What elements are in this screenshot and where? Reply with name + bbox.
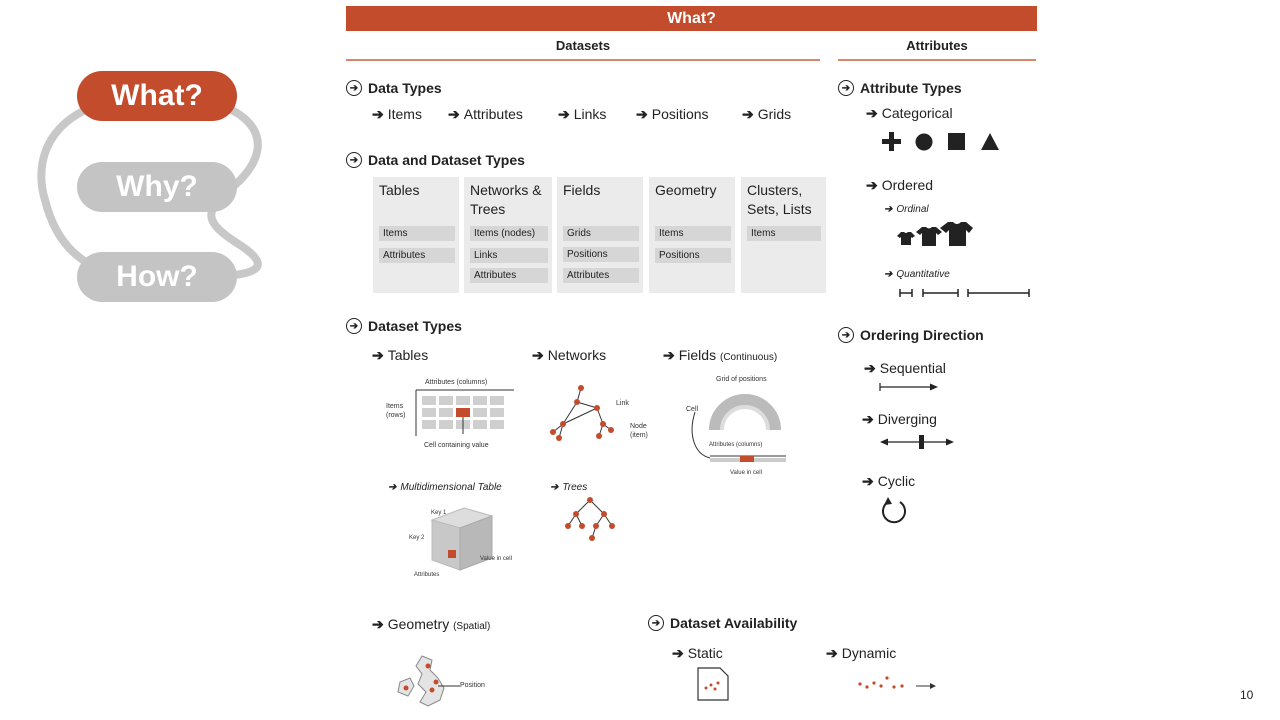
static-file-icon xyxy=(696,666,730,702)
data-type-links xyxy=(558,106,606,123)
nav-how[interactable] xyxy=(77,252,237,302)
dataset-type-fields xyxy=(663,347,777,364)
dt-col-head: Tables xyxy=(379,182,420,198)
dataset-type-tables xyxy=(372,347,428,364)
data-type-label: Positions xyxy=(651,106,709,122)
dataset-type-label: Networks xyxy=(547,347,607,363)
arrow-circle-icon: ➔ xyxy=(346,80,362,96)
attr-categorical-text: Categorical xyxy=(881,105,953,121)
attributes-rule xyxy=(838,59,1036,61)
net-fig-node-label: Node (item) xyxy=(630,423,648,439)
dt-col-head: Fields xyxy=(563,182,601,198)
dt-col-head: Clusters, Sets, Lists xyxy=(747,182,812,217)
table-fig-items-label: Items (rows) xyxy=(386,403,406,419)
field-fig-attributes-label: Attributes (columns) xyxy=(709,442,763,448)
multidim-label xyxy=(388,482,502,493)
dt-item: Attributes xyxy=(379,248,455,263)
ordering-diverging-text: Diverging xyxy=(877,411,937,427)
attr-ordered xyxy=(866,177,933,194)
arrow-icon: ➔ xyxy=(448,106,460,122)
cyclic-arrow-icon xyxy=(878,496,910,526)
arrow-icon: ➔ xyxy=(884,204,893,215)
data-type-attributes xyxy=(448,106,523,123)
dt-col-geometry xyxy=(649,177,735,293)
arrow-circle-icon: ➔ xyxy=(346,318,362,334)
arrow-icon: ➔ xyxy=(864,360,876,376)
dt-col-fields xyxy=(557,177,643,293)
attribute-types-title: Attribute Types xyxy=(860,80,962,96)
dt-item: Grids xyxy=(563,226,639,241)
dataset-type-networks xyxy=(532,347,606,364)
ordering-sequential-text: Sequential xyxy=(879,360,946,376)
availability-dynamic-text: Dynamic xyxy=(841,645,897,661)
arrow-icon: ➔ xyxy=(742,106,754,122)
fields-note: (Continuous) xyxy=(719,352,778,363)
dt-item: Links xyxy=(470,248,548,263)
geometry-text: Geometry xyxy=(387,616,450,632)
attributes-heading: Attributes xyxy=(906,38,968,53)
arrow-icon: ➔ xyxy=(532,347,544,363)
field-fig-grid-label: Grid of positions xyxy=(716,376,767,383)
ordering-sequential xyxy=(864,360,946,377)
arrow-icon: ➔ xyxy=(884,269,893,280)
geometry-label xyxy=(372,616,490,633)
ordering-cyclic xyxy=(862,473,915,490)
dataset-types-heading xyxy=(346,318,462,334)
field-fig-cell-label: Cell xyxy=(686,406,699,413)
attr-quantitative xyxy=(884,269,950,280)
arrow-circle-icon: ➔ xyxy=(838,327,854,343)
arrow-icon: ➔ xyxy=(672,645,684,661)
availability-title: Dataset Availability xyxy=(670,615,798,631)
data-type-label: Attributes xyxy=(463,106,523,122)
cube-attributes-label: Attributes xyxy=(414,572,440,578)
what-banner xyxy=(346,6,1037,31)
cube-key2-label: Key 2 xyxy=(409,535,425,541)
dataset-types-title: Dataset Types xyxy=(368,318,462,334)
arrow-icon: ➔ xyxy=(866,177,878,193)
cube-key1-label: Key 1 xyxy=(431,510,447,516)
arrow-icon: ➔ xyxy=(558,106,570,122)
attr-categorical xyxy=(866,105,953,122)
arrow-icon: ➔ xyxy=(372,616,384,632)
geometry-note: (Spatial) xyxy=(453,621,491,632)
data-type-items xyxy=(372,106,422,123)
availability-static-text: Static xyxy=(687,645,723,661)
dt-col-head: Geometry xyxy=(655,182,717,198)
data-dataset-types-heading xyxy=(346,152,525,168)
field-fig-value-label: Value in cell xyxy=(730,470,762,476)
ordering-title: Ordering Direction xyxy=(860,327,984,343)
data-type-positions xyxy=(636,106,709,123)
arrow-circle-icon: ➔ xyxy=(648,615,664,631)
trees-text: Trees xyxy=(562,482,588,493)
network-figure xyxy=(545,380,615,442)
nav-how-label: How? xyxy=(116,260,198,293)
arrow-circle-icon: ➔ xyxy=(838,80,854,96)
field-figure xyxy=(690,384,790,464)
arrow-icon: ➔ xyxy=(826,645,838,661)
categorical-shapes-icon xyxy=(880,130,1002,154)
attr-ordinal-text: Ordinal xyxy=(896,204,929,215)
dt-item: Positions xyxy=(563,247,639,262)
dt-item: Items xyxy=(655,226,731,241)
sequential-arrow-icon xyxy=(878,381,940,393)
what-banner-title: What? xyxy=(667,9,716,27)
attr-ordinal xyxy=(884,204,929,215)
quantitative-ranges-icon xyxy=(898,287,1032,299)
availability-static xyxy=(672,645,723,662)
table-figure xyxy=(412,388,522,440)
dt-item: Items (nodes) xyxy=(470,226,548,241)
page-number: 10 xyxy=(1240,688,1254,702)
dt-item: Attributes xyxy=(563,268,639,283)
availability-dynamic xyxy=(826,645,896,662)
trees-label xyxy=(550,482,587,493)
multidim-text: Multidimensional Table xyxy=(400,482,502,493)
arrow-icon: ➔ xyxy=(550,482,559,493)
attribute-types-heading xyxy=(838,80,962,96)
dynamic-stream-icon xyxy=(856,674,938,694)
map-figure xyxy=(392,652,462,710)
dt-col-networks xyxy=(464,177,552,293)
arrow-icon: ➔ xyxy=(866,105,878,121)
data-types-heading xyxy=(346,80,442,96)
arrow-icon: ➔ xyxy=(372,347,384,363)
data-type-label: Grids xyxy=(757,106,792,122)
dt-item: Positions xyxy=(655,248,731,263)
tshirt-sizes-icon xyxy=(894,220,974,248)
dt-item: Attributes xyxy=(470,268,548,283)
dt-col-clusters xyxy=(741,177,826,293)
dt-item: Items xyxy=(747,226,821,241)
nav-what-label: What? xyxy=(111,79,203,112)
map-position-label: Position xyxy=(460,682,485,689)
dt-col-tables xyxy=(373,177,459,293)
attr-quantitative-text: Quantitative xyxy=(896,269,950,280)
ordering-heading xyxy=(838,327,984,343)
data-type-grids xyxy=(742,106,791,123)
data-dataset-types-title: Data and Dataset Types xyxy=(368,152,525,168)
arrow-icon: ➔ xyxy=(862,411,874,427)
nav-why-label: Why? xyxy=(116,170,198,203)
datasets-heading: Datasets xyxy=(555,38,611,53)
availability-heading xyxy=(648,615,797,631)
arrow-icon: ➔ xyxy=(372,106,384,122)
nav-why[interactable] xyxy=(77,162,237,212)
table-fig-attributes-label: Attributes (columns) xyxy=(425,379,488,386)
table-fig-cell-label: Cell containing value xyxy=(424,442,489,449)
attr-ordered-text: Ordered xyxy=(881,177,934,193)
data-type-label: Items xyxy=(387,106,422,122)
dataset-type-label: Fields xyxy=(678,347,717,363)
data-types-title: Data Types xyxy=(368,80,442,96)
cube-value-label: Value in cell xyxy=(480,556,512,562)
datasets-rule xyxy=(346,59,820,61)
ordering-diverging xyxy=(862,411,937,428)
dataset-type-label: Tables xyxy=(387,347,429,363)
arrow-icon: ➔ xyxy=(388,482,397,493)
net-fig-link-label: Link xyxy=(616,400,629,407)
data-type-label: Links xyxy=(573,106,607,122)
arrow-icon: ➔ xyxy=(663,347,675,363)
arrow-circle-icon: ➔ xyxy=(346,152,362,168)
arrow-icon: ➔ xyxy=(862,473,874,489)
arrow-icon: ➔ xyxy=(636,106,648,122)
tree-figure xyxy=(562,496,618,542)
ordering-cyclic-text: Cyclic xyxy=(877,473,916,489)
dt-col-head: Networks & Trees xyxy=(470,182,542,217)
diverging-arrow-icon xyxy=(878,434,956,450)
dt-item: Items xyxy=(379,226,455,241)
nav-what[interactable] xyxy=(77,71,237,121)
